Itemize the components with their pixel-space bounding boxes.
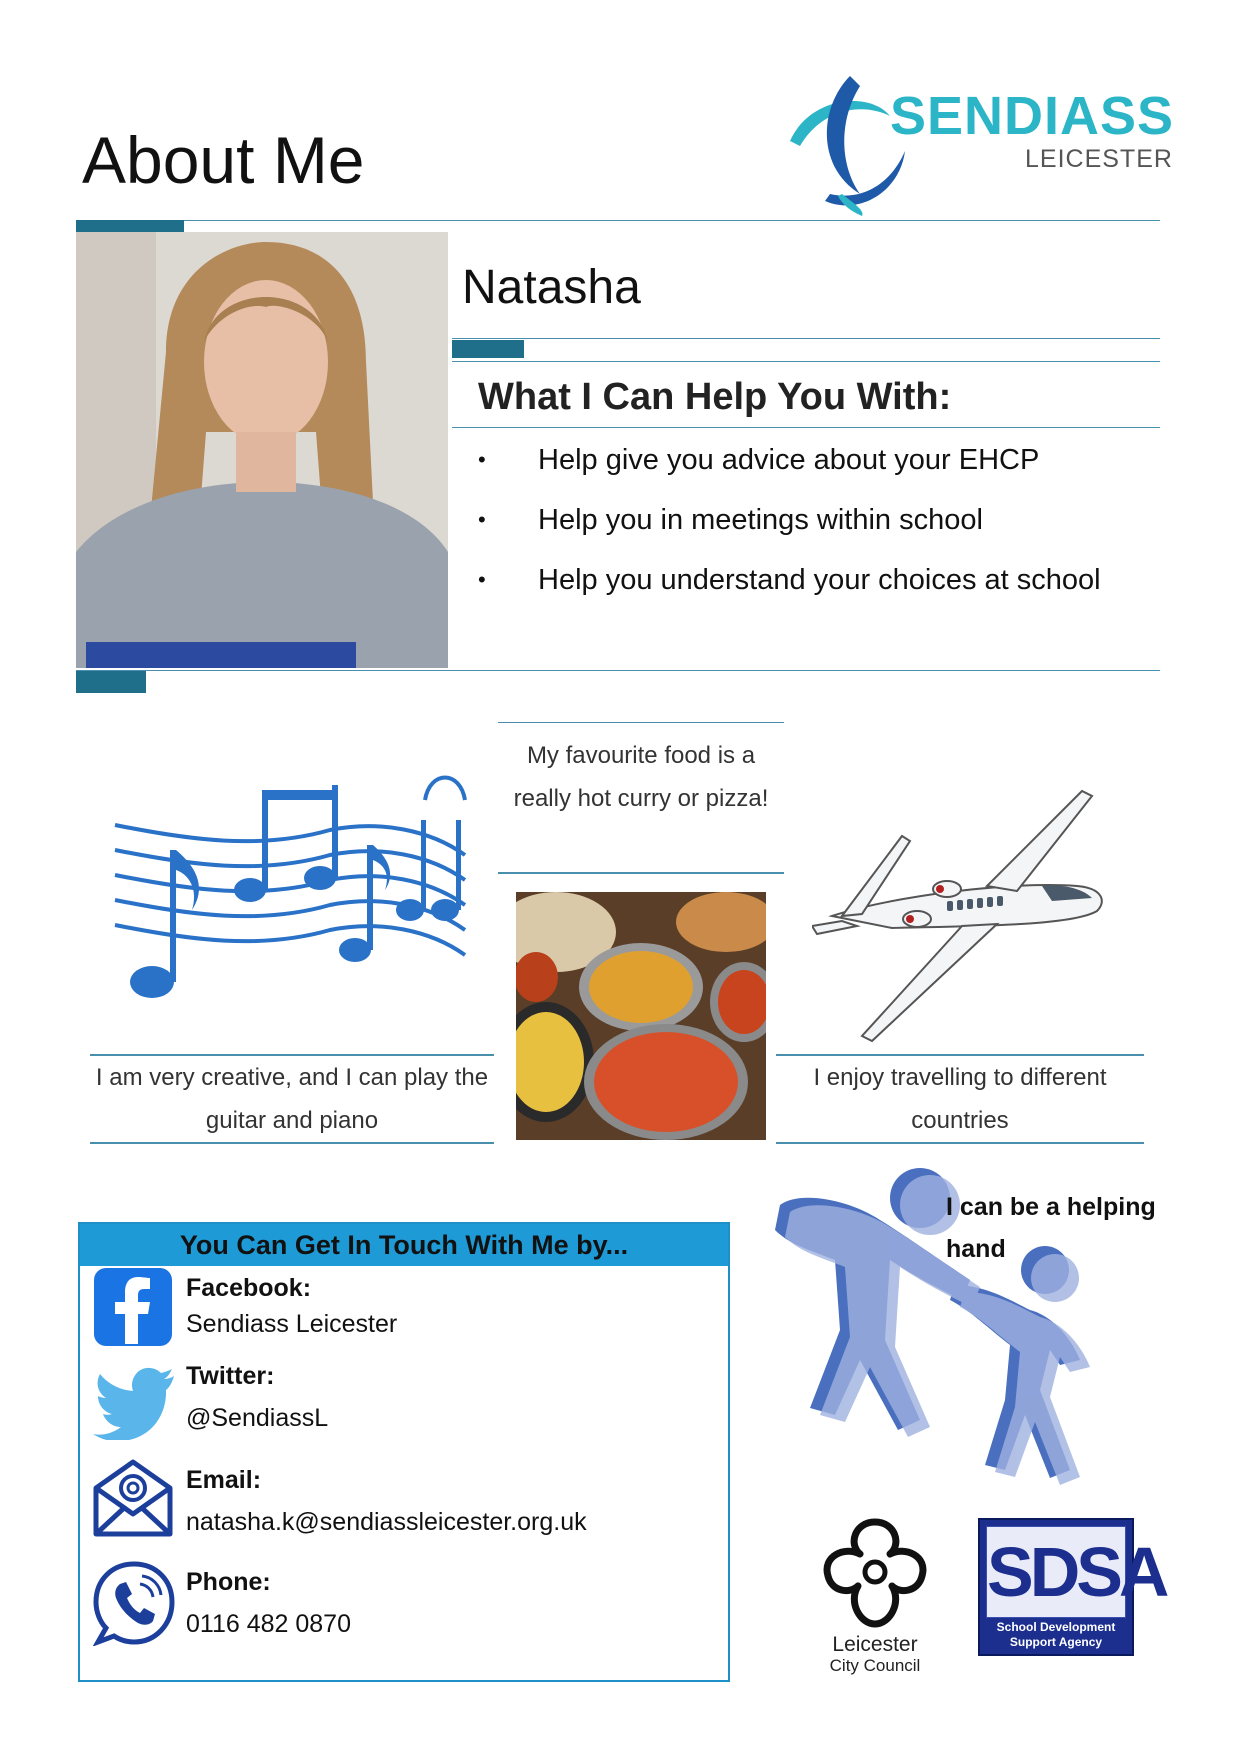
music-notes-illustration: [110, 760, 470, 1010]
council-name-line2: City Council: [829, 1656, 921, 1675]
sdsa-subtitle-line2: Support Agency: [1009, 1635, 1103, 1649]
name-accent-tab: [452, 340, 524, 358]
help-item-choices: • Help you understand your choices at school: [478, 560, 1101, 620]
help-heading: What I Can Help You With:: [478, 376, 952, 418]
page-title: About Me: [82, 123, 365, 197]
help-list: [478, 440, 1101, 620]
travel-caption-bottom-rule: [776, 1142, 1144, 1144]
email-label: Email:: [186, 1466, 262, 1494]
logo-subtitle: LEICESTER: [1025, 145, 1173, 173]
email-link[interactable]: natasha.k@sendiassleicester.org.uk: [186, 1508, 587, 1536]
help-top-divider: [452, 361, 1160, 362]
leicester-city-council-logo: [810, 1514, 940, 1674]
twitter-icon: [92, 1366, 176, 1445]
twitter-label: Twitter:: [186, 1362, 275, 1390]
section-accent-tab: [76, 671, 146, 693]
header-divider: [76, 220, 1160, 221]
help-item-meetings: • Help you in meetings within school: [478, 500, 1101, 560]
section-divider: [76, 670, 1160, 671]
music-caption-bottom-rule: [90, 1142, 494, 1144]
contact-heading: You Can Get In Touch With Me by...: [80, 1224, 728, 1266]
food-caption-top-rule: [498, 722, 784, 723]
person-name: Natasha: [462, 261, 641, 314]
help-bottom-divider: [452, 427, 1160, 428]
food-caption-bottom-rule: [498, 872, 784, 874]
phone-icon: [92, 1560, 176, 1651]
curry-dishes-image: [516, 892, 766, 1140]
help-item-ehcp: • Help give you advice about your EHCP: [478, 440, 1101, 500]
portrait-image: [76, 232, 448, 668]
phone-link[interactable]: 0116 482 0870: [186, 1610, 351, 1638]
food-photo: [516, 892, 766, 1140]
travel-caption: I enjoy travelling to different countries: [813, 1064, 1107, 1134]
contact-box: [78, 1222, 730, 1682]
airplane-illustration: [812, 786, 1112, 1046]
email-icon: [92, 1458, 174, 1545]
sdsa-inner: [986, 1526, 1166, 1618]
sdsa-wordmark: SDSA: [987, 1533, 1166, 1611]
name-divider: [452, 338, 1160, 339]
sdsa-subtitle-line1: School Development: [996, 1620, 1116, 1634]
music-notes-icon: [110, 760, 470, 1010]
council-name-line1: Leicester: [832, 1633, 918, 1656]
logo-wordmark: SENDIASS: [890, 86, 1175, 146]
food-caption: My favourite food is a really hot curry or pizza!: [513, 742, 769, 812]
sdsa-logo: [978, 1518, 1166, 1656]
sendiass-logo: [780, 76, 1175, 216]
profile-photo: [76, 232, 448, 668]
airplane-icon: [812, 786, 1112, 1046]
phone-label: Phone:: [186, 1568, 271, 1596]
facebook-label: Facebook:: [186, 1274, 312, 1302]
music-caption: I am very creative, and I can play the guitar and piano: [95, 1064, 489, 1134]
facebook-icon: [92, 1266, 174, 1353]
twitter-link[interactable]: @SendiassL: [186, 1404, 329, 1432]
facebook-link[interactable]: Sendiass Leicester: [186, 1310, 398, 1338]
helping-hand-text: I can be a helping hand: [946, 1193, 1156, 1263]
council-flower-icon: [810, 1514, 940, 1634]
